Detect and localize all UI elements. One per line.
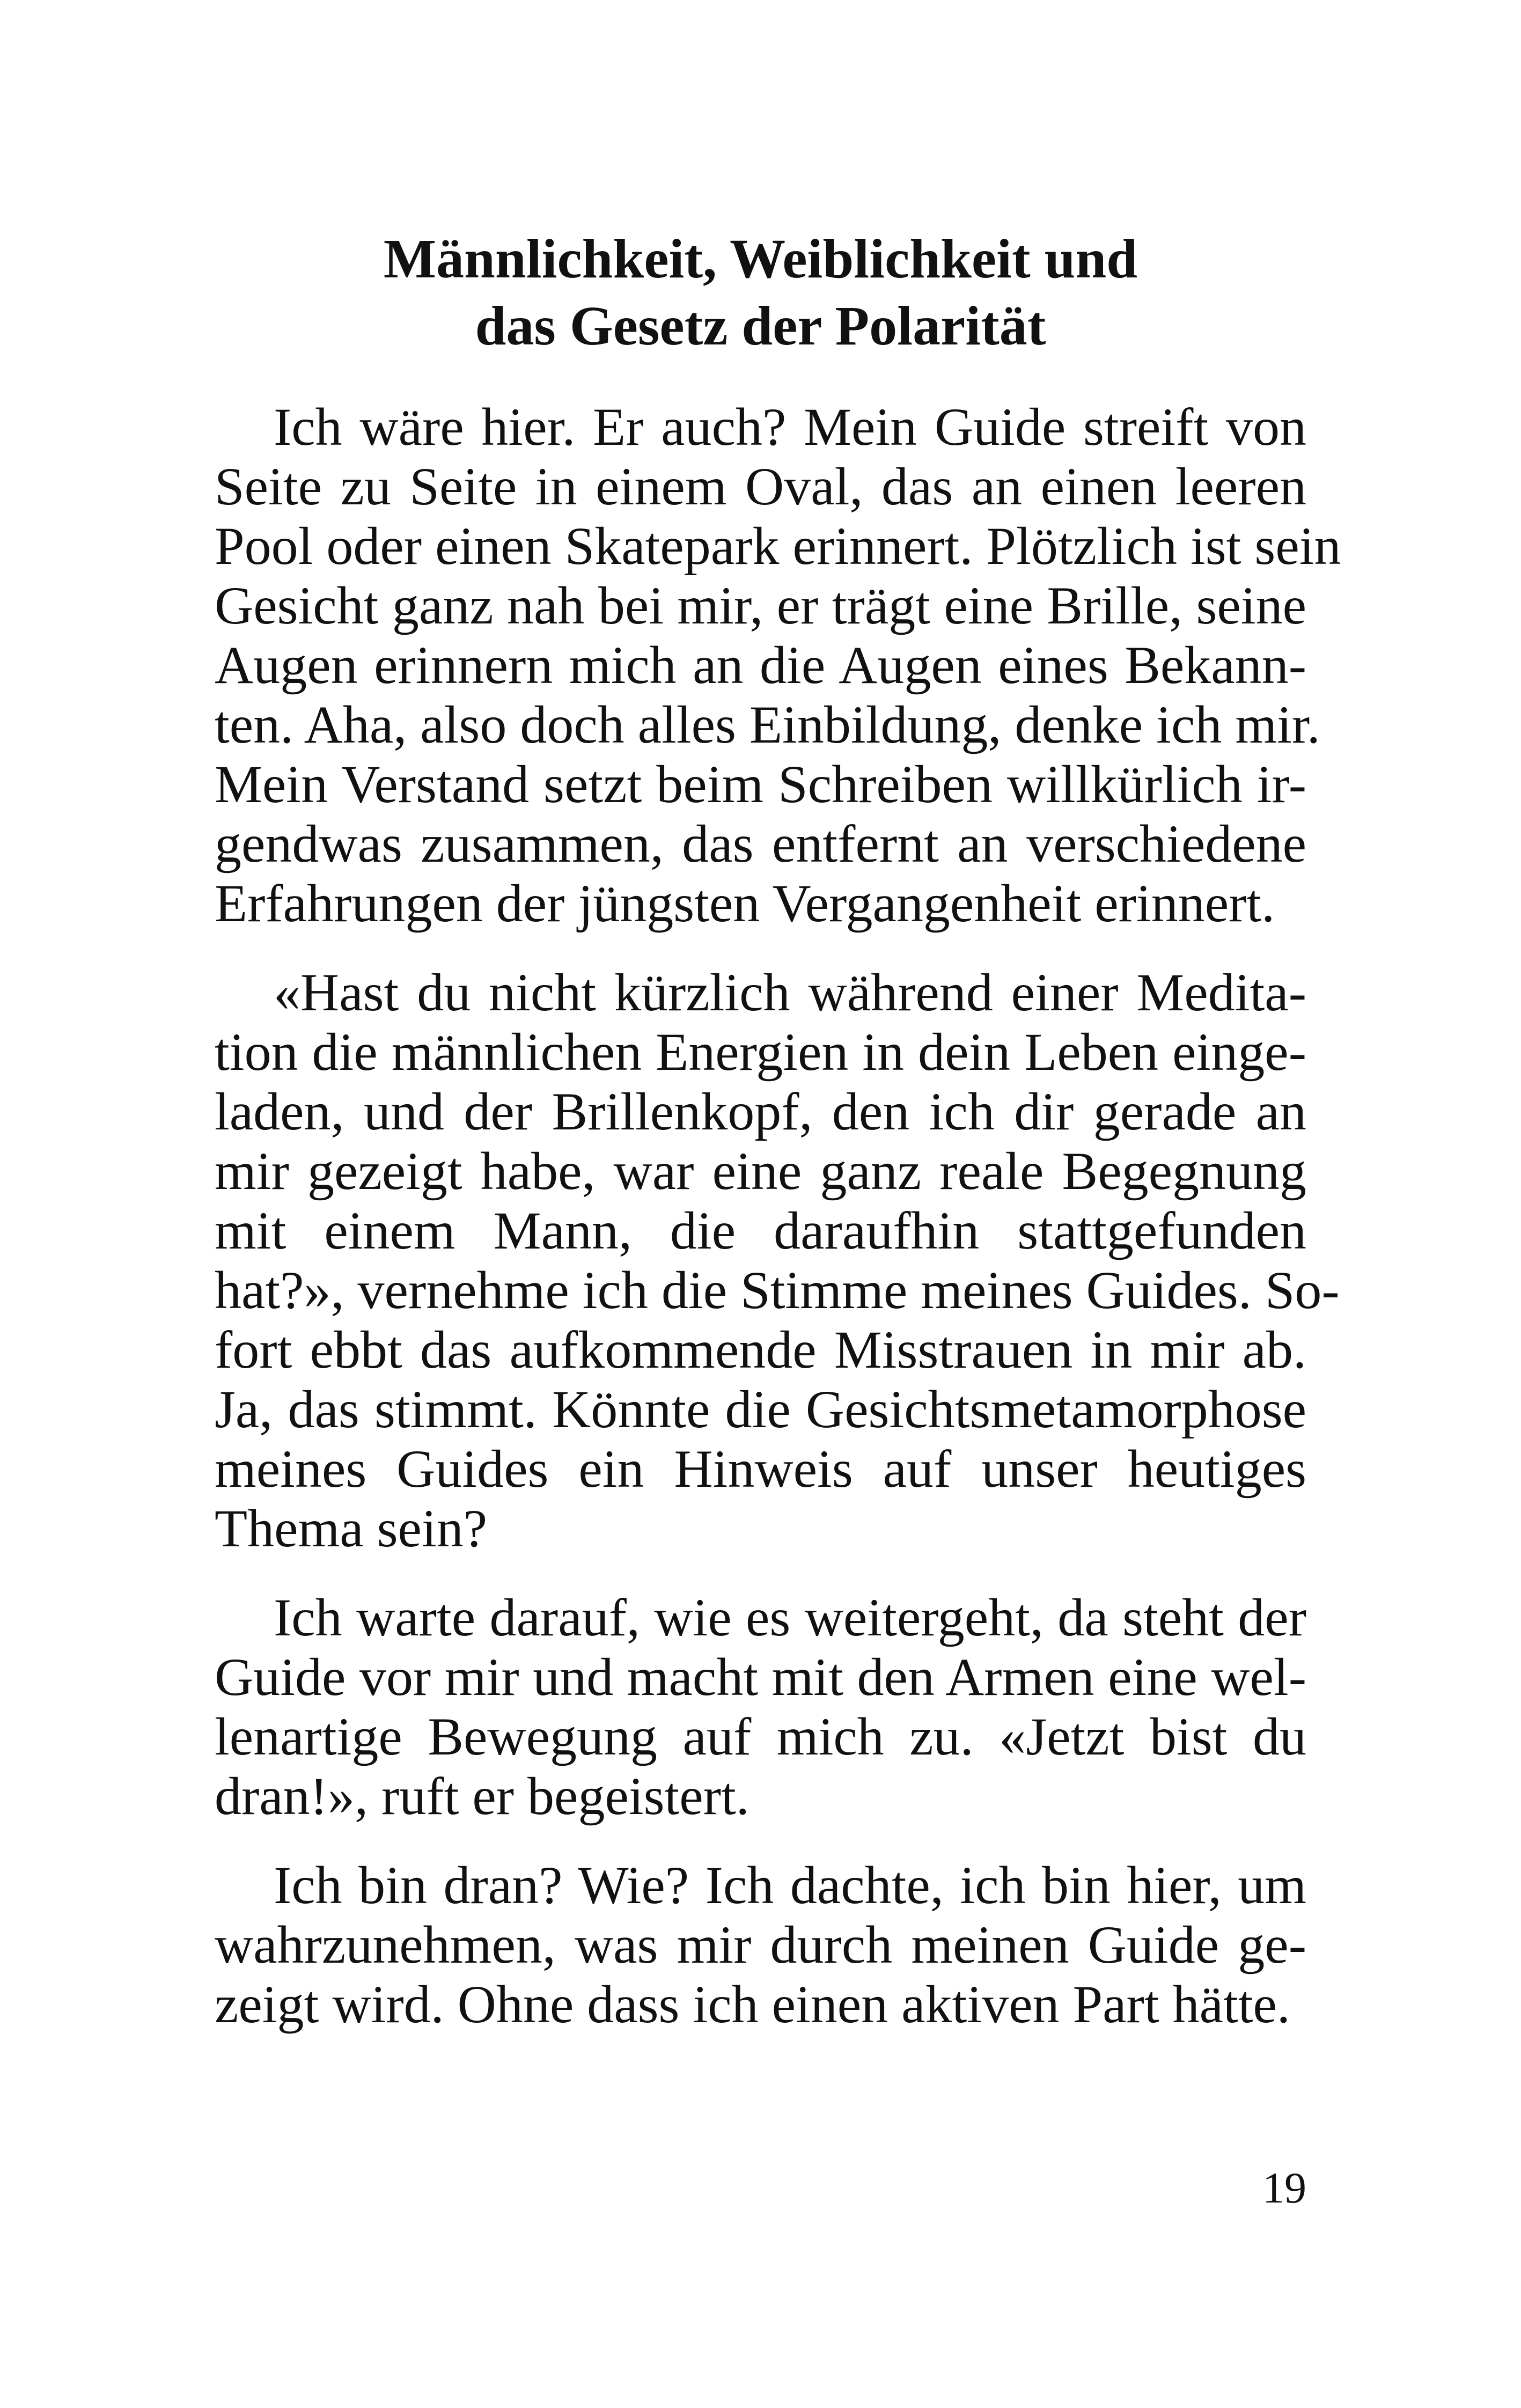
text-line: lenartige Bewegung auf mich zu. «Jetzt bist du (215, 1707, 1306, 1766)
text-line: wahrzunehmen, was mir durch meinen Guide ge- (215, 1915, 1306, 1974)
paragraph-4 (215, 1855, 1306, 2034)
text-line: hat?», vernehme ich die Stimme meines Guides. So- (215, 1260, 1340, 1320)
text-line: dran!», ruft er begeistert. (215, 1766, 750, 1826)
text-line: tion die männlichen Energien in dein Leben einge- (215, 1022, 1306, 1082)
paragraph-1 (215, 397, 1341, 933)
text-line: meines Guides ein Hinweis auf unser heutiges (215, 1439, 1306, 1499)
text-line: Ich wäre hier. Er auch? Mein Guide streift von (274, 397, 1306, 457)
text-line: gendwas zusammen, das entfernt an verschiedene (215, 814, 1306, 873)
text-line: Mein Verstand setzt beim Schreiben willkürlich ir- (215, 754, 1306, 814)
text-line: fort ebbt das aufkommende Misstrauen in mir ab. (215, 1320, 1306, 1379)
paragraph-3 (215, 1588, 1306, 1826)
paragraph-2 (215, 963, 1340, 1558)
text-line: Augen erinnern mich an die Augen eines Bekann- (215, 635, 1306, 695)
text-line: Ja, das stimmt. Könnte die Gesichtsmetamorphose (215, 1379, 1306, 1439)
text-line: zeigt wird. Ohne dass ich einen aktiven Part hätte. (215, 1974, 1290, 2034)
text-line: Ich bin dran? Wie? Ich dachte, ich bin hier, um (274, 1855, 1306, 1915)
text-line: mir gezeigt habe, war eine ganz reale Begegnung (215, 1141, 1306, 1201)
text-line: Seite zu Seite in einem Oval, das an einen leeren (215, 457, 1306, 516)
text-line: Ich warte darauf, wie es weitergeht, da steht der (274, 1588, 1306, 1647)
text-line: ten. Aha, also doch alles Einbildung, denke ich mir. (215, 695, 1320, 754)
chapter-title-line-1: Männlichkeit, Weiblichkeit und (383, 228, 1138, 290)
text-line: laden, und der Brillenkopf, den ich dir gerade an (215, 1082, 1306, 1141)
text-line: mit einem Mann, die daraufhin stattgefunden (215, 1201, 1306, 1260)
chapter-title-line-2: das Gesetz der Polarität (475, 295, 1046, 357)
page-number: 19 (1262, 2163, 1306, 2212)
body-text (215, 397, 1341, 2064)
chapter-title (215, 225, 1306, 359)
text-line: Gesicht ganz nah bei mir, er trägt eine Brille, seine (215, 576, 1306, 635)
text-line: Pool oder einen Skatepark erinnert. Plötzlich ist sein (215, 516, 1341, 576)
text-line: Thema sein? (215, 1499, 488, 1558)
text-line: «Hast du nicht kürzlich während einer Medita- (274, 963, 1306, 1022)
text-line: Guide vor mir und macht mit den Armen eine wel- (215, 1647, 1306, 1707)
text-line: Erfahrungen der jüngsten Vergangenheit erinnert. (215, 873, 1275, 933)
